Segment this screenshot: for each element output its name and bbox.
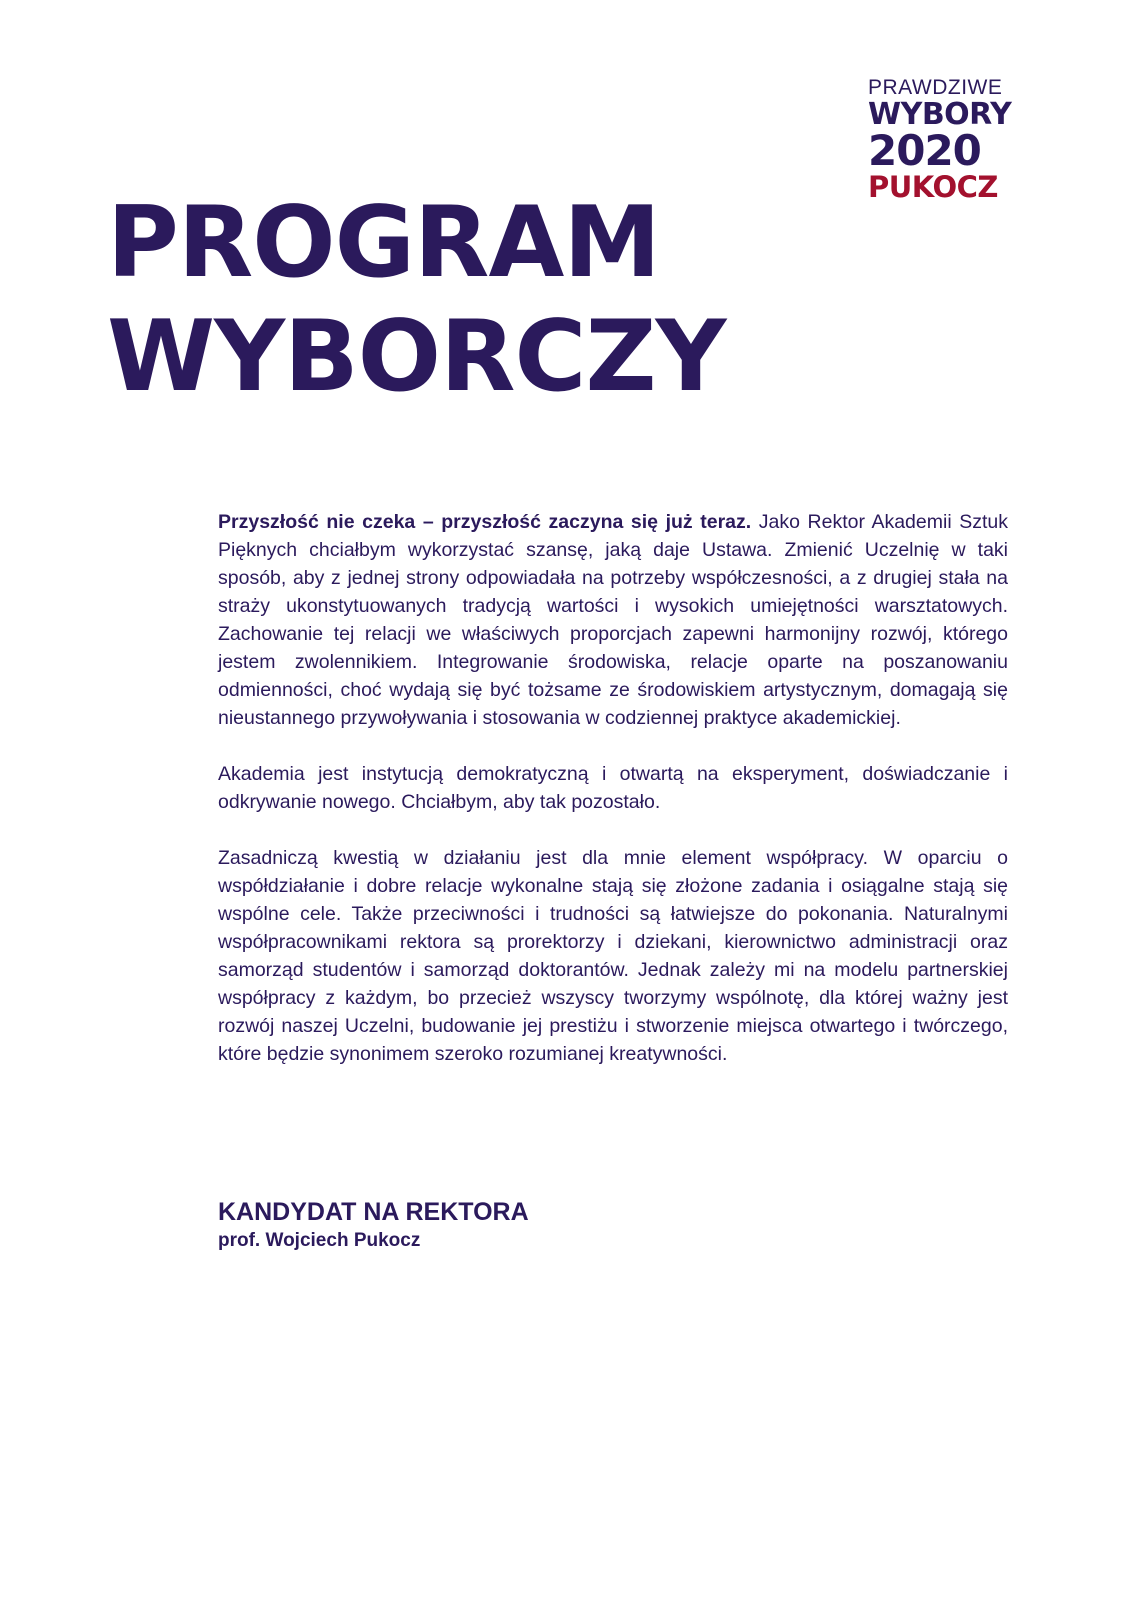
page-title [107, 186, 725, 414]
paragraph-intro-lead: Przyszłość nie czeka – przyszłość zaczyna się już teraz. [218, 511, 752, 533]
candidate-name: prof. Wojciech Pukocz [218, 1230, 421, 1251]
paragraph-intro [218, 508, 1008, 732]
candidate-role: KANDYDAT NA REKTORA [218, 1198, 529, 1226]
logo-line-prawdziwe: PRAWDZIWE [868, 76, 1003, 99]
signature-block [218, 1196, 529, 1254]
logo-line-wybory: WYBORY [868, 97, 1012, 132]
page-title-line-2: WYBORCZY [107, 300, 726, 414]
program-body [218, 508, 1008, 1096]
campaign-logo [868, 76, 1028, 202]
page-title-line-1: PROGRAM [107, 186, 660, 300]
logo-line-surname: PUKOCZ [868, 170, 998, 204]
paragraph-cooperation: Zasadniczą kwestią w działaniu jest dla mnie element współpracy. W oparciu o współdziałanie i dobre relacje wykonalne stają się złożone zadania i osiągalne stają się wspólne cele. Także przeciwności i trudności są łatwiejsze do pokonania. Naturalnymi współpracownikami rektora są prorektorzy i dziekani, kierownictwo administracji oraz samorząd studentów i samorząd doktorantów. Jednak zależy mi na modelu partnerskiej współpracy z każdym, bo przecież wszyscy tworzymy wspólnotę, dla której ważny jest rozwój naszej Uczelni, budowanie jej prestiżu i stworzenie miejsca otwartego i twórczego, które będzie synonimem szeroko rozumianej kreatywności. [218, 847, 1008, 1065]
logo-line-year: 2020 [868, 126, 981, 175]
paragraph-intro-text: Jako Rektor Akademii Sztuk Pięknych chciałbym wykorzystać szansę, jaką daje Ustawa. Zmienić Uczelnię w taki sposób, aby z jednej strony odpowiadała na potrzeby współczesności, a z drugiej stała na straży ukonstytuowanych tradycją wartości i wysokich umiejętności warsztatowych. Zachowanie tej relacji we właściwych proporcjach zapewni harmonijny rozwój, którego jestem zwolennikiem. Integrowanie środowiska, relacje oparte na poszanowaniu odmienności, choć wydają się być tożsame ze środowiskiem artystycznym, domagają się nieustannego przywoływania i stosowania w codziennej praktyce akademickiej. [218, 511, 1009, 729]
paragraph-democracy: Akademia jest instytucją demokratyczną i otwartą na eksperyment, doświadczanie i odkrywanie nowego. Chciałbym, aby tak pozostało. [218, 763, 1008, 813]
